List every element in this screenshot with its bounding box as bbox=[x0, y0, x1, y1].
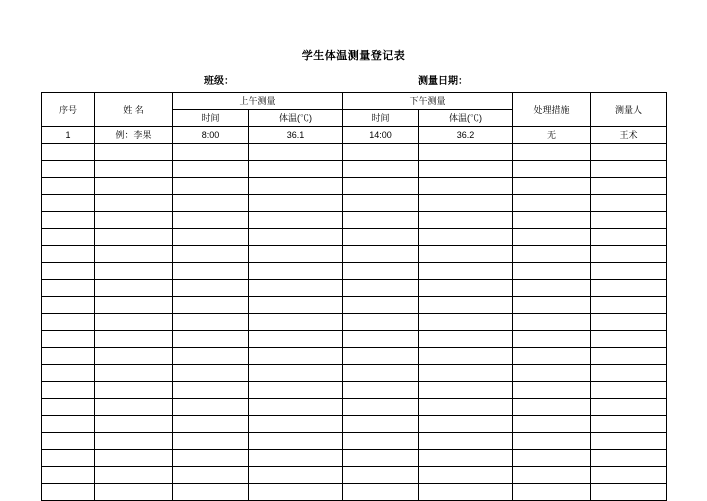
cell-measurer[interactable] bbox=[591, 263, 667, 280]
cell-seq[interactable] bbox=[42, 365, 95, 382]
cell-morning-time[interactable] bbox=[173, 144, 249, 161]
cell-afternoon-time[interactable] bbox=[343, 297, 419, 314]
table-row bbox=[42, 178, 667, 195]
header-row-top bbox=[42, 93, 667, 110]
table-row bbox=[42, 314, 667, 331]
cell-name[interactable] bbox=[95, 280, 173, 297]
cell-afternoon-temp[interactable]: 36.2 bbox=[419, 127, 513, 144]
cell-morning-temp[interactable] bbox=[249, 161, 343, 178]
cell-name[interactable] bbox=[95, 433, 173, 450]
cell-name[interactable] bbox=[95, 195, 173, 212]
table-row bbox=[42, 399, 667, 416]
cell-name[interactable] bbox=[95, 246, 173, 263]
cell-morning-time[interactable] bbox=[173, 161, 249, 178]
cell-action[interactable] bbox=[513, 178, 591, 195]
cell-measurer[interactable] bbox=[591, 314, 667, 331]
cell-morning-time[interactable] bbox=[173, 365, 249, 382]
cell-morning-temp[interactable] bbox=[249, 484, 343, 501]
cell-morning-time[interactable] bbox=[173, 280, 249, 297]
cell-seq[interactable] bbox=[42, 450, 95, 467]
cell-measurer[interactable] bbox=[591, 382, 667, 399]
cell-measurer[interactable] bbox=[591, 212, 667, 229]
cell-morning-time[interactable] bbox=[173, 416, 249, 433]
cell-name[interactable] bbox=[95, 416, 173, 433]
cell-action[interactable] bbox=[513, 297, 591, 314]
cell-action[interactable] bbox=[513, 263, 591, 280]
cell-action[interactable]: 无 bbox=[513, 127, 591, 144]
cell-morning-temp[interactable] bbox=[249, 331, 343, 348]
cell-measurer[interactable] bbox=[591, 246, 667, 263]
cell-afternoon-temp[interactable] bbox=[419, 263, 513, 280]
cell-action[interactable] bbox=[513, 195, 591, 212]
header-action: 处理措施 bbox=[513, 93, 591, 127]
header-morning: 上午测量 bbox=[173, 93, 343, 110]
cell-afternoon-time[interactable] bbox=[343, 246, 419, 263]
cell-morning-temp[interactable] bbox=[249, 382, 343, 399]
table-row bbox=[42, 348, 667, 365]
cell-action[interactable] bbox=[513, 365, 591, 382]
cell-afternoon-time[interactable] bbox=[343, 144, 419, 161]
cell-afternoon-time[interactable] bbox=[343, 178, 419, 195]
cell-measurer[interactable]: 王术 bbox=[591, 127, 667, 144]
cell-afternoon-time[interactable] bbox=[343, 348, 419, 365]
cell-action[interactable] bbox=[513, 433, 591, 450]
header-name: 姓 名 bbox=[95, 93, 173, 127]
cell-measurer[interactable] bbox=[591, 229, 667, 246]
cell-morning-time[interactable]: 8:00 bbox=[173, 127, 249, 144]
cell-measurer[interactable] bbox=[591, 450, 667, 467]
table-body bbox=[42, 127, 667, 501]
cell-afternoon-time[interactable] bbox=[343, 484, 419, 501]
cell-afternoon-temp[interactable] bbox=[419, 467, 513, 484]
cell-action[interactable] bbox=[513, 246, 591, 263]
meta-row bbox=[40, 72, 667, 88]
cell-morning-temp[interactable] bbox=[249, 144, 343, 161]
cell-seq[interactable] bbox=[42, 331, 95, 348]
cell-morning-temp[interactable] bbox=[249, 365, 343, 382]
cell-afternoon-time[interactable] bbox=[343, 263, 419, 280]
cell-measurer[interactable] bbox=[591, 416, 667, 433]
cell-afternoon-temp[interactable] bbox=[419, 161, 513, 178]
cell-measurer[interactable] bbox=[591, 178, 667, 195]
cell-morning-temp[interactable] bbox=[249, 433, 343, 450]
class-label: 班级： bbox=[204, 76, 234, 87]
cell-morning-temp[interactable] bbox=[249, 297, 343, 314]
cell-morning-temp[interactable] bbox=[249, 195, 343, 212]
cell-afternoon-temp[interactable] bbox=[419, 212, 513, 229]
cell-morning-temp[interactable] bbox=[249, 416, 343, 433]
cell-morning-time[interactable] bbox=[173, 484, 249, 501]
cell-name[interactable] bbox=[95, 144, 173, 161]
cell-measurer[interactable] bbox=[591, 195, 667, 212]
cell-morning-time[interactable] bbox=[173, 348, 249, 365]
table-row bbox=[42, 450, 667, 467]
table-row bbox=[42, 161, 667, 178]
header-measurer: 测量人 bbox=[591, 93, 667, 127]
cell-name[interactable] bbox=[95, 314, 173, 331]
cell-morning-temp[interactable] bbox=[249, 229, 343, 246]
cell-afternoon-time[interactable] bbox=[343, 467, 419, 484]
table-row bbox=[42, 331, 667, 348]
cell-measurer[interactable] bbox=[591, 399, 667, 416]
page-title: 学生体温测量登记表 bbox=[301, 50, 406, 62]
table-header bbox=[42, 93, 667, 127]
cell-measurer[interactable] bbox=[591, 484, 667, 501]
table-row bbox=[42, 365, 667, 382]
cell-afternoon-temp[interactable] bbox=[419, 331, 513, 348]
cell-action[interactable] bbox=[513, 484, 591, 501]
cell-afternoon-time[interactable] bbox=[343, 433, 419, 450]
cell-afternoon-time[interactable] bbox=[343, 212, 419, 229]
cell-seq[interactable] bbox=[42, 297, 95, 314]
cell-name[interactable]: 例：李果 bbox=[95, 127, 173, 144]
cell-afternoon-time[interactable] bbox=[343, 365, 419, 382]
cell-name[interactable] bbox=[95, 161, 173, 178]
header-afternoon-temp: 体温(℃) bbox=[419, 110, 513, 127]
cell-morning-time[interactable] bbox=[173, 297, 249, 314]
header-seq: 序号 bbox=[42, 93, 95, 127]
cell-seq[interactable] bbox=[42, 195, 95, 212]
cell-morning-time[interactable] bbox=[173, 450, 249, 467]
cell-action[interactable] bbox=[513, 212, 591, 229]
cell-morning-time[interactable] bbox=[173, 263, 249, 280]
cell-morning-time[interactable] bbox=[173, 467, 249, 484]
cell-morning-temp[interactable] bbox=[249, 280, 343, 297]
cell-action[interactable] bbox=[513, 467, 591, 484]
cell-seq[interactable] bbox=[42, 229, 95, 246]
cell-afternoon-temp[interactable] bbox=[419, 433, 513, 450]
cell-afternoon-temp[interactable] bbox=[419, 178, 513, 195]
cell-afternoon-time[interactable]: 14:00 bbox=[343, 127, 419, 144]
cell-action[interactable] bbox=[513, 314, 591, 331]
cell-name[interactable] bbox=[95, 467, 173, 484]
cell-morning-time[interactable] bbox=[173, 212, 249, 229]
cell-afternoon-temp[interactable] bbox=[419, 195, 513, 212]
cell-measurer[interactable] bbox=[591, 467, 667, 484]
header-afternoon: 下午测量 bbox=[343, 93, 513, 110]
cell-action[interactable] bbox=[513, 280, 591, 297]
cell-morning-temp[interactable] bbox=[249, 178, 343, 195]
cell-morning-temp[interactable] bbox=[249, 450, 343, 467]
table-row bbox=[42, 280, 667, 297]
cell-name[interactable] bbox=[95, 331, 173, 348]
temperature-log-table bbox=[41, 92, 667, 501]
cell-action[interactable] bbox=[513, 161, 591, 178]
header-morning-time: 时间 bbox=[173, 110, 249, 127]
table-row-example bbox=[42, 127, 667, 144]
cell-afternoon-temp[interactable] bbox=[419, 416, 513, 433]
cell-seq[interactable] bbox=[42, 212, 95, 229]
cell-measurer[interactable] bbox=[591, 433, 667, 450]
cell-seq[interactable] bbox=[42, 467, 95, 484]
cell-afternoon-temp[interactable] bbox=[419, 348, 513, 365]
cell-afternoon-time[interactable] bbox=[343, 450, 419, 467]
table-row bbox=[42, 382, 667, 399]
cell-action[interactable] bbox=[513, 348, 591, 365]
cell-measurer[interactable] bbox=[591, 365, 667, 382]
cell-morning-time[interactable] bbox=[173, 382, 249, 399]
cell-name[interactable] bbox=[95, 297, 173, 314]
cell-morning-temp[interactable] bbox=[249, 467, 343, 484]
cell-measurer[interactable] bbox=[591, 297, 667, 314]
cell-afternoon-time[interactable] bbox=[343, 416, 419, 433]
cell-afternoon-temp[interactable] bbox=[419, 450, 513, 467]
cell-afternoon-temp[interactable] bbox=[419, 297, 513, 314]
cell-afternoon-temp[interactable] bbox=[419, 382, 513, 399]
header-morning-temp: 体温(℃) bbox=[249, 110, 343, 127]
cell-morning-temp[interactable] bbox=[249, 399, 343, 416]
cell-name[interactable] bbox=[95, 484, 173, 501]
table-row bbox=[42, 229, 667, 246]
cell-measurer[interactable] bbox=[591, 161, 667, 178]
cell-afternoon-time[interactable] bbox=[343, 161, 419, 178]
table-row bbox=[42, 246, 667, 263]
cell-action[interactable] bbox=[513, 382, 591, 399]
cell-morning-time[interactable] bbox=[173, 195, 249, 212]
cell-name[interactable] bbox=[95, 365, 173, 382]
table-row bbox=[42, 263, 667, 280]
cell-action[interactable] bbox=[513, 229, 591, 246]
cell-seq[interactable] bbox=[42, 382, 95, 399]
cell-name[interactable] bbox=[95, 212, 173, 229]
cell-afternoon-temp[interactable] bbox=[419, 399, 513, 416]
cell-name[interactable] bbox=[95, 229, 173, 246]
cell-seq[interactable] bbox=[42, 178, 95, 195]
cell-name[interactable] bbox=[95, 263, 173, 280]
table-row bbox=[42, 433, 667, 450]
cell-seq[interactable] bbox=[42, 161, 95, 178]
cell-action[interactable] bbox=[513, 416, 591, 433]
cell-morning-temp[interactable]: 36.1 bbox=[249, 127, 343, 144]
cell-action[interactable] bbox=[513, 450, 591, 467]
cell-morning-time[interactable] bbox=[173, 399, 249, 416]
cell-seq[interactable] bbox=[42, 280, 95, 297]
cell-afternoon-temp[interactable] bbox=[419, 144, 513, 161]
cell-measurer[interactable] bbox=[591, 280, 667, 297]
cell-afternoon-temp[interactable] bbox=[419, 365, 513, 382]
cell-seq[interactable] bbox=[42, 144, 95, 161]
cell-afternoon-temp[interactable] bbox=[419, 229, 513, 246]
cell-seq[interactable]: 1 bbox=[42, 127, 95, 144]
cell-measurer[interactable] bbox=[591, 144, 667, 161]
cell-measurer[interactable] bbox=[591, 348, 667, 365]
cell-afternoon-temp[interactable] bbox=[419, 484, 513, 501]
cell-morning-time[interactable] bbox=[173, 314, 249, 331]
cell-afternoon-time[interactable] bbox=[343, 331, 419, 348]
cell-morning-time[interactable] bbox=[173, 433, 249, 450]
cell-afternoon-time[interactable] bbox=[343, 195, 419, 212]
cell-seq[interactable] bbox=[42, 433, 95, 450]
cell-seq[interactable] bbox=[42, 314, 95, 331]
table-row bbox=[42, 467, 667, 484]
cell-afternoon-time[interactable] bbox=[343, 382, 419, 399]
cell-action[interactable] bbox=[513, 331, 591, 348]
table-row bbox=[42, 212, 667, 229]
table-row bbox=[42, 297, 667, 314]
header-afternoon-time: 时间 bbox=[343, 110, 419, 127]
cell-morning-time[interactable] bbox=[173, 178, 249, 195]
cell-afternoon-temp[interactable] bbox=[419, 246, 513, 263]
table-row bbox=[42, 484, 667, 501]
cell-afternoon-time[interactable] bbox=[343, 280, 419, 297]
cell-morning-temp[interactable] bbox=[249, 212, 343, 229]
cell-name[interactable] bbox=[95, 399, 173, 416]
cell-afternoon-temp[interactable] bbox=[419, 280, 513, 297]
cell-seq[interactable] bbox=[42, 484, 95, 501]
measure-date-label: 测量日期： bbox=[418, 76, 468, 87]
cell-morning-temp[interactable] bbox=[249, 246, 343, 263]
cell-seq[interactable] bbox=[42, 348, 95, 365]
table-row bbox=[42, 195, 667, 212]
cell-afternoon-time[interactable] bbox=[343, 229, 419, 246]
cell-afternoon-time[interactable] bbox=[343, 399, 419, 416]
cell-measurer[interactable] bbox=[591, 331, 667, 348]
cell-action[interactable] bbox=[513, 144, 591, 161]
cell-morning-time[interactable] bbox=[173, 229, 249, 246]
cell-seq[interactable] bbox=[42, 263, 95, 280]
cell-name[interactable] bbox=[95, 382, 173, 399]
cell-name[interactable] bbox=[95, 450, 173, 467]
cell-morning-time[interactable] bbox=[173, 331, 249, 348]
cell-seq[interactable] bbox=[42, 246, 95, 263]
cell-afternoon-temp[interactable] bbox=[419, 314, 513, 331]
cell-seq[interactable] bbox=[42, 399, 95, 416]
cell-seq[interactable] bbox=[42, 416, 95, 433]
table-row bbox=[42, 144, 667, 161]
table-row bbox=[42, 416, 667, 433]
cell-name[interactable] bbox=[95, 178, 173, 195]
cell-morning-temp[interactable] bbox=[249, 314, 343, 331]
cell-action[interactable] bbox=[513, 399, 591, 416]
cell-name[interactable] bbox=[95, 348, 173, 365]
cell-afternoon-time[interactable] bbox=[343, 314, 419, 331]
cell-morning-temp[interactable] bbox=[249, 263, 343, 280]
cell-morning-temp[interactable] bbox=[249, 348, 343, 365]
cell-morning-time[interactable] bbox=[173, 246, 249, 263]
